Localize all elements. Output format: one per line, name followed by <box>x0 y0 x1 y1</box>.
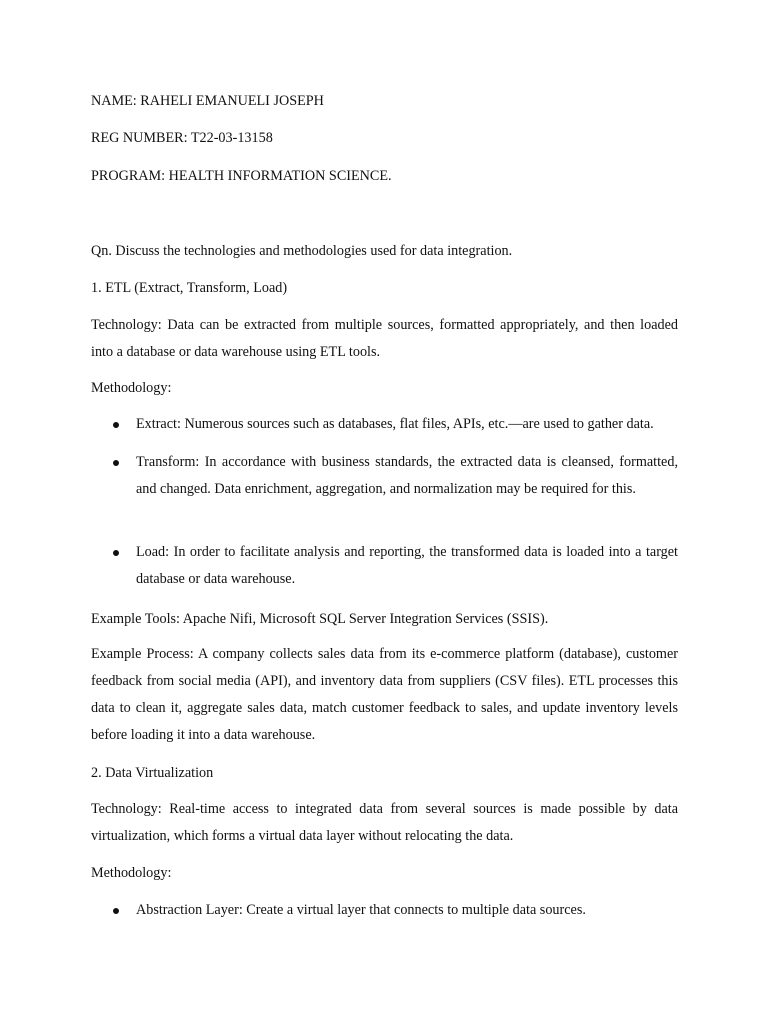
etl-methodology-label: Methodology: <box>91 380 172 396</box>
program: PROGRAM: HEALTH INFORMATION SCIENCE. <box>91 168 392 184</box>
etl-bullet-extract: Extract: Numerous sources such as databases, flat files, APIs, etc.—are used to gather data. <box>136 416 654 432</box>
etl-bullet-transform: Transform: In accordance with business standards, the extracted data is cleansed, formatted, and changed. Data enrichment, aggregation, and normalization may be required for this. <box>136 454 678 497</box>
virtualization-bullet-abstraction: Abstraction Layer: Create a virtual layer that connects to multiple data sources. <box>136 902 586 918</box>
virtualization-methodology-label: Methodology: <box>91 865 172 881</box>
etl-example-process: Example Process: A company collects sales data from its e-commerce platform (database), customer feedback from social media (API), and inventory data from suppliers (CSV files). ETL processes this data to clean it, aggregate sales data, match customer feedback to sales, and update inventory levels before loading it into a data warehouse. <box>91 646 678 743</box>
bullet-dot-transform <box>113 460 119 466</box>
student-name: NAME: RAHELI EMANUELI JOSEPH <box>91 93 324 109</box>
bullet-dot-load <box>113 550 119 556</box>
etl-bullet-load: Load: In order to facilitate analysis and reporting, the transformed data is loaded into a target database or data warehouse. <box>136 544 678 587</box>
question: Qn. Discuss the technologies and methodologies used for data integration. <box>91 243 513 259</box>
etl-technology-paragraph: Technology: Data can be extracted from multiple sources, formatted appropriately, and then loaded into a database or data warehouse using ETL tools. <box>91 317 678 360</box>
registration-number: REG NUMBER: T22-03-13158 <box>91 130 273 146</box>
bullet-dot-abstraction <box>113 908 119 914</box>
etl-example-tools: Example Tools: Apache Nifi, Microsoft SQL Server Integration Services (SSIS). <box>91 611 549 627</box>
etl-heading: 1. ETL (Extract, Transform, Load) <box>91 280 288 296</box>
bullet-dot-extract <box>113 422 119 428</box>
virtualization-heading: 2. Data Virtualization <box>91 765 214 781</box>
virtualization-technology-paragraph: Technology: Real-time access to integrated data from several sources is made possible by data virtualization, which forms a virtual data layer without relocating the data. <box>91 801 678 844</box>
